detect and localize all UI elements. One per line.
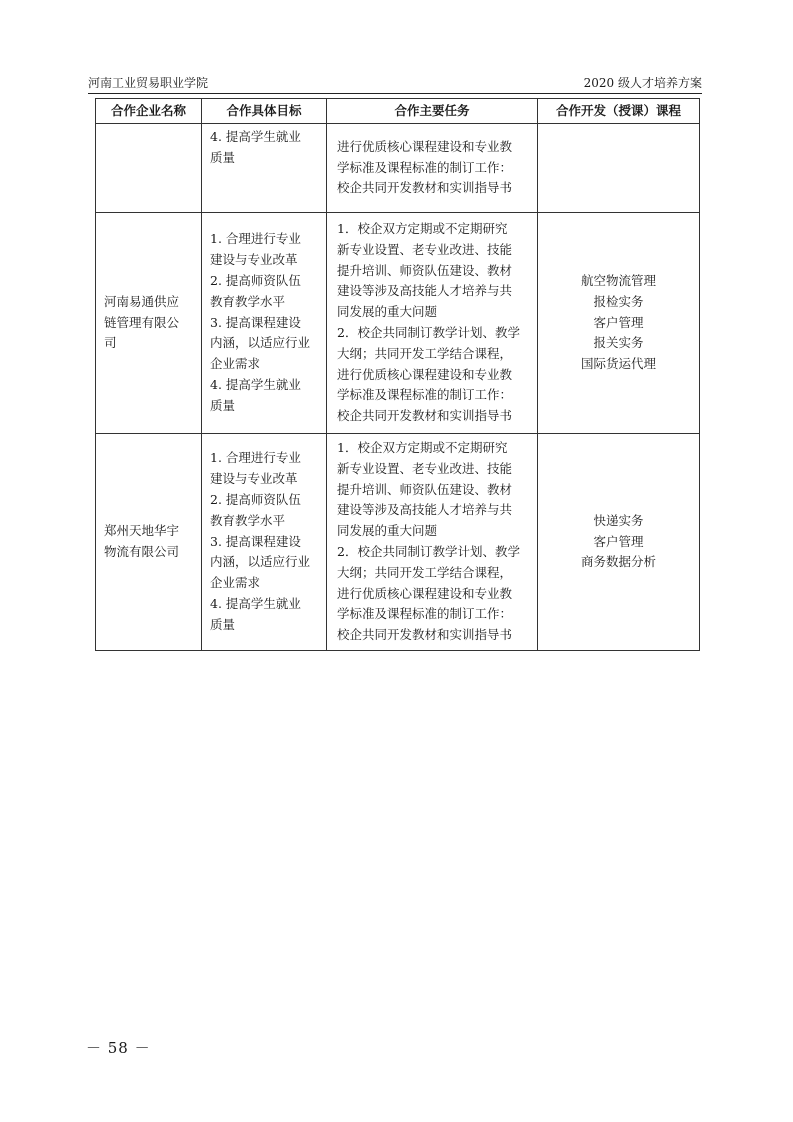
goal-line: 教育教学水平 (210, 512, 286, 528)
task-line: 提升培训、师资队伍建设、教材 (337, 481, 513, 497)
goal-line: 内涵，以适应行业 (210, 335, 311, 351)
courses-cell (538, 213, 700, 434)
table-row (96, 124, 700, 213)
task-line: 学标准及课程标准的制订工作： (337, 159, 513, 175)
task-line: 2．校企共同制订教学计划、教学 (337, 544, 520, 559)
course-item: 客户管理 (593, 314, 644, 330)
goal-line: 1. 合理进行专业 (210, 231, 301, 247)
task-line: 大纲；共同开发工学结合课程， (337, 564, 513, 580)
task-line: 2．校企共同制订教学计划、教学 (337, 325, 520, 340)
task-line: 学标准及课程标准的制订工作： (337, 387, 513, 403)
cooperation-table (95, 98, 700, 651)
company-name-line: 郑州天地华宇 (104, 523, 180, 539)
table-header-row (96, 99, 700, 124)
task-line: 建设等涉及高技能人才培养与共 (337, 283, 513, 299)
goal-line: 2. 提高师资队伍 (210, 273, 301, 288)
company-cell (96, 124, 202, 213)
company-name-line: 河南易通供应 (104, 293, 180, 309)
goal-line: 2. 提高师资队伍 (210, 492, 301, 507)
goal-line: 教育教学水平 (210, 293, 286, 309)
task-line: 同发展的重大问题 (337, 523, 438, 539)
course-item: 报检实务 (593, 293, 644, 309)
goal-line: 建设与专业改革 (210, 252, 298, 268)
goal-line: 质量 (210, 149, 236, 165)
task-line: 1．校企双方定期或不定期研究 (337, 221, 508, 237)
task-line: 校企共同开发教材和实训指导书 (337, 408, 513, 424)
header-rule (88, 93, 702, 94)
company-name-line: 链管理有限公 (104, 314, 180, 330)
company-name-line: 物流有限公司 (104, 544, 180, 559)
course-item: 报关实务 (593, 335, 644, 351)
column-header-tasks: 合作主要任务 (327, 99, 538, 124)
task-line: 新专业设置、老专业改进、技能 (337, 460, 513, 476)
column-header-courses: 合作开发（授课）课程 (538, 99, 700, 124)
goal-line: 质量 (210, 397, 236, 413)
goal-line: 内涵，以适应行业 (210, 554, 311, 570)
plan-title: 2020 级人才培养方案 (583, 76, 702, 90)
task-line: 同发展的重大问题 (337, 304, 438, 320)
task-line: 提升培训、师资队伍建设、教材 (337, 262, 513, 278)
column-header-company: 合作企业名称 (96, 99, 202, 124)
page-number: － 58 － (86, 1039, 151, 1057)
goal-line: 企业需求 (210, 356, 261, 372)
task-line: 进行优质核心课程建设和专业教 (337, 138, 513, 154)
goals-cell (202, 124, 327, 213)
task-line: 建设等涉及高技能人才培养与共 (337, 502, 513, 518)
goals-cell (202, 213, 327, 434)
goal-line: 4. 提高学生就业 (210, 595, 301, 611)
course-item: 国际货运代理 (580, 356, 656, 372)
page-header (88, 72, 702, 92)
task-line: 进行优质核心课程建设和专业教 (337, 366, 513, 382)
company-name-line: 司 (104, 335, 117, 351)
task-line: 新专业设置、老专业改进、技能 (337, 241, 513, 257)
column-header-goals: 合作具体目标 (202, 99, 327, 124)
courses-cell (538, 124, 700, 213)
tasks-cell (327, 434, 538, 651)
company-cell (96, 434, 202, 651)
goal-line: 3. 提高课程建设 (210, 533, 301, 549)
company-cell (96, 213, 202, 434)
goal-line: 建设与专业改革 (210, 471, 298, 487)
task-line: 学标准及课程标准的制订工作： (337, 606, 513, 622)
course-item: 快递实务 (593, 512, 644, 528)
task-line: 校企共同开发教材和实训指导书 (337, 627, 513, 643)
courses-cell (538, 434, 700, 651)
course-item: 商务数据分析 (580, 554, 656, 570)
school-name: 河南工业贸易职业学院 (88, 76, 209, 90)
table-row (96, 434, 700, 651)
goal-line: 3. 提高课程建设 (210, 314, 301, 330)
tasks-cell (327, 213, 538, 434)
tasks-cell (327, 124, 538, 213)
goal-line: 4. 提高学生就业 (210, 129, 301, 144)
course-item: 客户管理 (593, 533, 644, 549)
goal-line: 企业需求 (210, 575, 261, 591)
goal-line: 质量 (210, 616, 236, 632)
course-item: 航空物流管理 (580, 273, 656, 288)
task-line: 进行优质核心课程建设和专业教 (337, 585, 513, 601)
task-line: 校企共同开发教材和实训指导书 (337, 180, 513, 196)
goal-line: 4. 提高学生就业 (210, 376, 301, 392)
table-row (96, 213, 700, 434)
task-line: 大纲；共同开发工学结合课程， (337, 345, 513, 361)
goals-cell (202, 434, 327, 651)
goal-line: 1. 合理进行专业 (210, 450, 301, 466)
task-line: 1．校企双方定期或不定期研究 (337, 440, 508, 456)
